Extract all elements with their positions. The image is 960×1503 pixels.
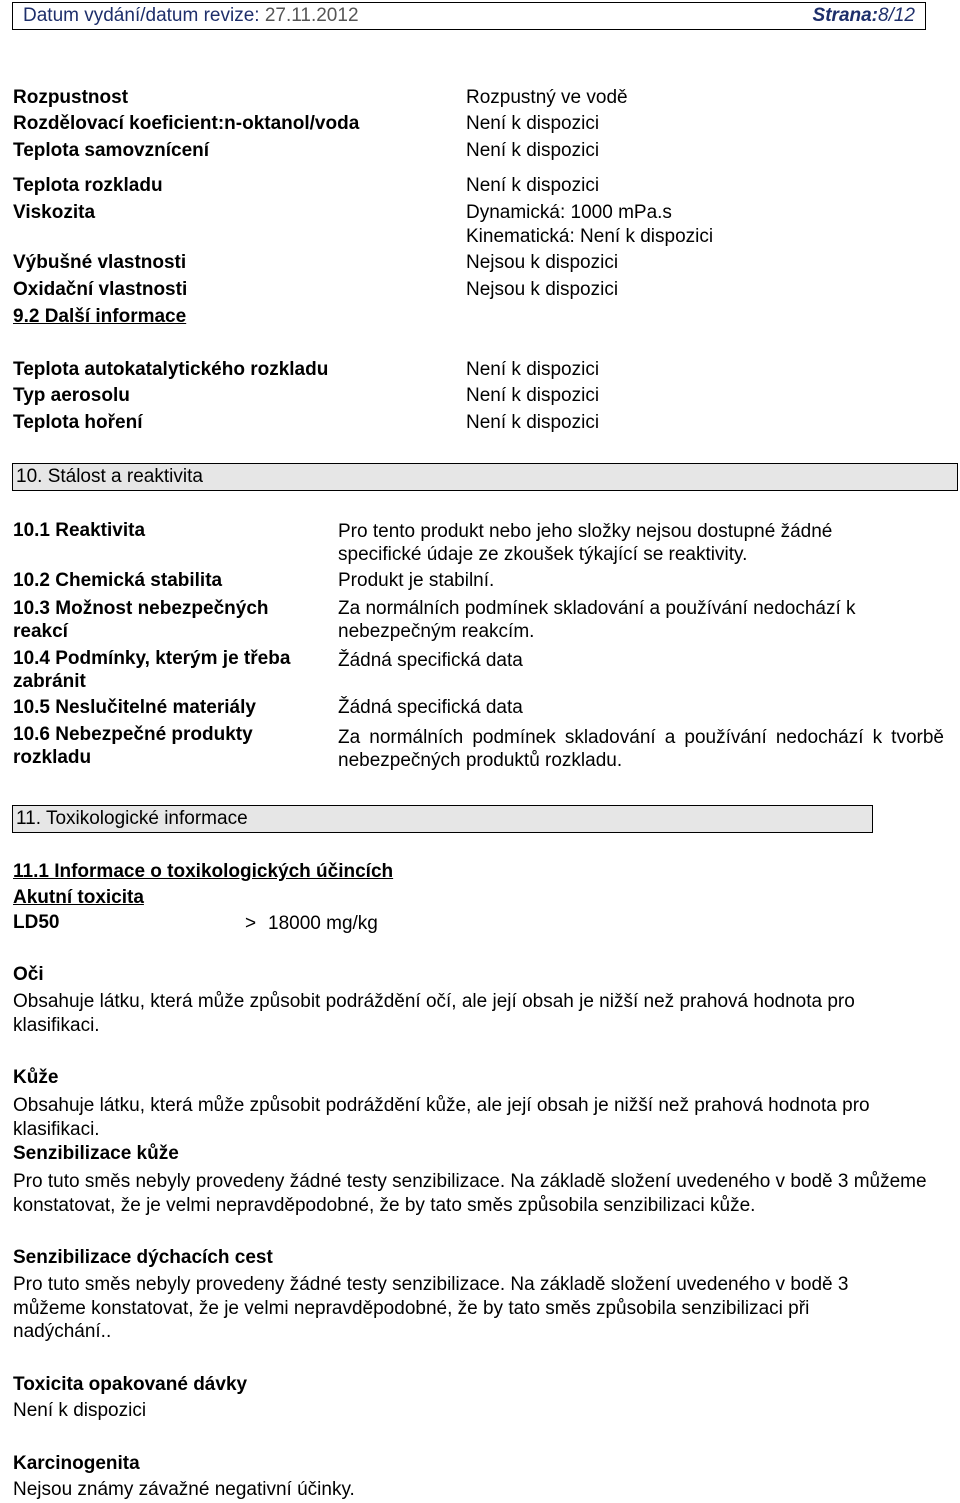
page-header bbox=[12, 2, 926, 30]
property-label: Typ aerosolu bbox=[13, 385, 130, 406]
page-number-value: 8/12 bbox=[878, 5, 915, 26]
stability-label: 10.4 Podmínky, kterým je třeba zabránit bbox=[13, 648, 291, 692]
property-label: Teplota samovznícení bbox=[13, 140, 210, 161]
revision-date bbox=[23, 5, 359, 27]
stability-text: Za normálních podmínek skladování a používání nedochází k nebezpečným reakcím. bbox=[338, 598, 856, 642]
tox-block-title: Senzibilizace kůže bbox=[13, 1143, 179, 1164]
property-value: Nejsou k dispozici bbox=[466, 252, 619, 273]
tox-subtitle: 11.1 Informace o toxikologických účincích bbox=[13, 861, 394, 882]
tox-block-text: Nejsou známy závažné negativní účinky. bbox=[13, 1479, 355, 1500]
property-value: Není k dispozici bbox=[466, 412, 600, 433]
stability-label: 10.3 Možnost nebezpečných reakcí bbox=[13, 598, 269, 642]
stability-text: Žádná specifická data bbox=[338, 697, 523, 718]
property-value: Není k dispozici bbox=[466, 359, 600, 380]
property-value: Není k dispozici bbox=[466, 385, 600, 406]
property-value: Rozpustný ve vodě bbox=[466, 87, 628, 108]
section-10-heading bbox=[12, 463, 958, 491]
acute-toxicity-title: Akutní toxicita bbox=[13, 887, 144, 908]
revision-date-label: Datum vydání/datum revize: bbox=[23, 5, 260, 26]
tox-block-title: Senzibilizace dýchacích cest bbox=[13, 1247, 273, 1268]
tox-block-text: Pro tuto směs nebyly provedeny žádné testy senzibilizace. Na základě složení uvedeného v bodě 3 můžeme konstatovat, že je velmi nepravděpodobné, že by tato směs způsobila senzibilizaci při nadýchání.. bbox=[13, 1274, 849, 1342]
tox-block-title: Toxicita opakované dávky bbox=[13, 1374, 248, 1395]
page-number-label: Strana: bbox=[812, 5, 879, 26]
tox-block-text: Obsahuje látku, která může způsobit podráždění očí, ale její obsah je nižší než prahová hodnota pro klasifikaci. bbox=[13, 991, 855, 1036]
property-value: Kinematická: Není k dispozici bbox=[466, 226, 714, 247]
stability-text: Za normálních podmínek skladování a používání nedochází k tvorbě nebezpečných produktů rozkladu. bbox=[338, 727, 944, 771]
stability-label: 10.1 Reaktivita bbox=[13, 520, 146, 541]
property-value: Není k dispozici bbox=[466, 140, 600, 161]
section-11-heading bbox=[12, 805, 873, 833]
ld50-operator: > bbox=[245, 913, 257, 934]
property-label: Rozdělovací koeficient:n-oktanol/voda bbox=[13, 113, 360, 134]
property-label: Teplota rozkladu bbox=[13, 175, 163, 196]
ld50-label: LD50 bbox=[13, 912, 60, 933]
stability-text: Produkt je stabilní. bbox=[338, 570, 495, 591]
property-label: Výbušné vlastnosti bbox=[13, 252, 187, 273]
section-10-title: 10. Stálost a reaktivita bbox=[16, 466, 203, 487]
property-label: Teplota autokatalytického rozkladu bbox=[13, 359, 329, 380]
property-value: Nejsou k dispozici bbox=[466, 279, 619, 300]
stability-label: 10.2 Chemická stabilita bbox=[13, 570, 223, 591]
property-value: Není k dispozici bbox=[466, 113, 600, 134]
stability-label: 10.5 Neslučitelné materiály bbox=[13, 697, 256, 718]
revision-date-value: 27.11.2012 bbox=[264, 5, 359, 26]
property-value: Není k dispozici bbox=[466, 175, 600, 196]
stability-label: 10.6 Nebezpečné produkty rozkladu bbox=[13, 724, 253, 768]
stability-text: Pro tento produkt nebo jeho složky nejsou dostupné žádné specifické údaje ze zkoušek týkající se reaktivity. bbox=[338, 521, 833, 565]
section-11-title: 11. Toxikologické informace bbox=[16, 808, 248, 829]
tox-block-text: Obsahuje látku, která může způsobit podráždění kůže, ale její obsah je nižší než prahová hodnota pro klasifikaci. bbox=[13, 1095, 870, 1140]
tox-block-text: Není k dispozici bbox=[13, 1400, 147, 1421]
property-label: Viskozita bbox=[13, 202, 96, 223]
property-label: Rozpustnost bbox=[13, 87, 129, 108]
property-label: Oxidační vlastnosti bbox=[13, 279, 188, 300]
tox-block-text: Pro tuto směs nebyly provedeny žádné testy senzibilizace. Na základě složení uvedeného v bodě 3 můžeme konstatovat, že je velmi nepravděpodobné, že by tato směs způsobila senzibilizaci kůže. bbox=[13, 1171, 927, 1216]
subsection-heading: 9.2 Další informace bbox=[13, 306, 187, 327]
tox-block-title: Kůže bbox=[13, 1067, 59, 1088]
page-number bbox=[813, 5, 915, 27]
property-label: Teplota hoření bbox=[13, 412, 143, 433]
tox-block-title: Oči bbox=[13, 964, 44, 985]
tox-block-title: Karcinogenita bbox=[13, 1453, 140, 1474]
ld50-value: 18000 mg/kg bbox=[268, 913, 378, 934]
property-value: Dynamická: 1000 mPa.s bbox=[466, 202, 672, 223]
stability-text: Žádná specifická data bbox=[338, 650, 523, 671]
